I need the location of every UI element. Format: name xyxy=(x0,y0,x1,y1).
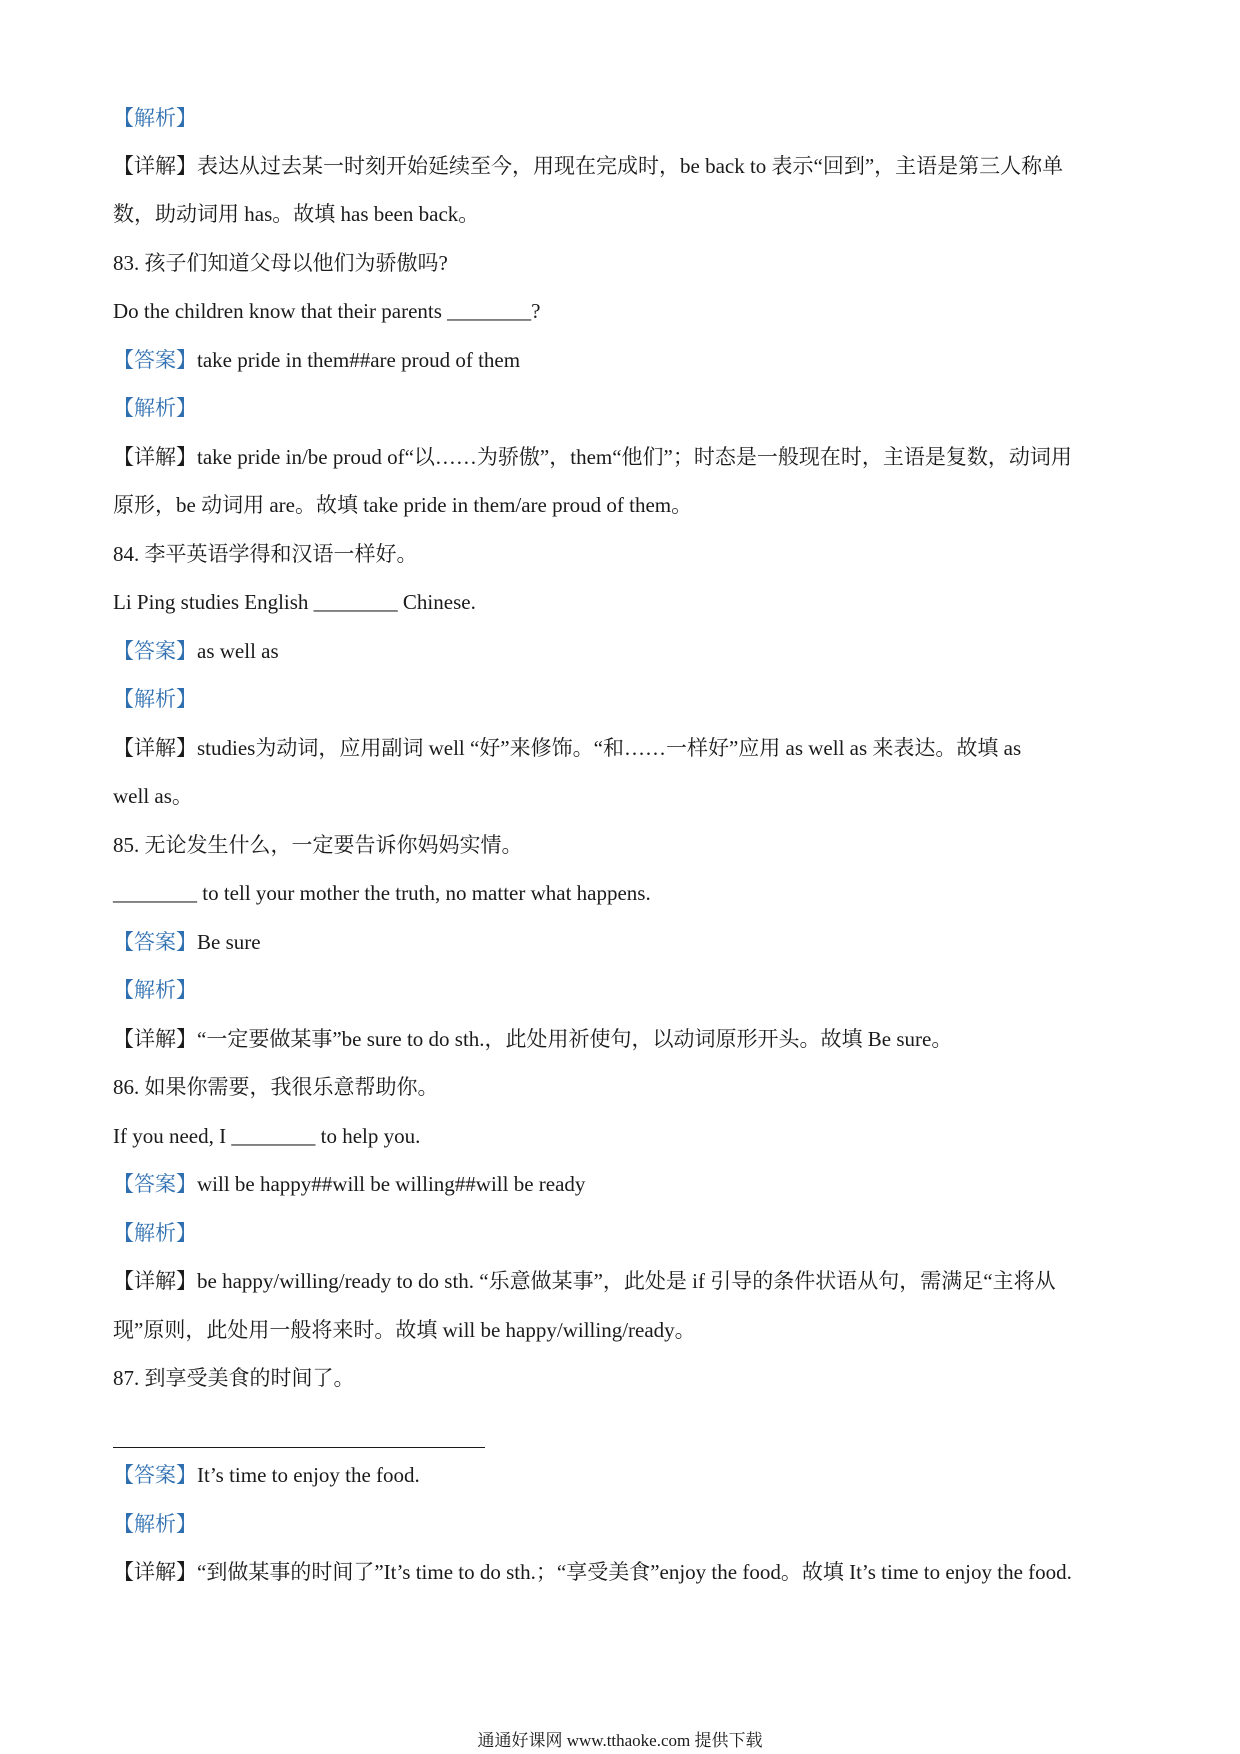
detail-text: take pride in/be proud of“以……为骄傲”，them“他们”；时态是一般现在时，主语是复数，动词用 xyxy=(197,445,1072,469)
page-footer: 通通好课网 www.tthaoke.com 提供下载 xyxy=(477,1731,763,1750)
detail-paragraph-82-line2: 数，助动词用 has。故填 has been back。 xyxy=(113,202,480,226)
question-title-83: 83. 孩子们知道父母以他们为骄傲吗? xyxy=(113,251,448,275)
answer-tag: 【答案】 xyxy=(113,1172,197,1196)
answer-text: It’s time to enjoy the food. xyxy=(197,1463,420,1487)
detail-text: “一定要做某事”be sure to do sth.，此处用祈使句，以动词原形开头。故填 Be sure。 xyxy=(197,1027,953,1051)
answer-text: Be sure xyxy=(197,930,261,954)
analysis-tag: 【解析】 xyxy=(113,978,197,1002)
detail-text: be happy/willing/ready to do sth. “乐意做某事”，此处是 if 引导的条件状语从句，需满足“主将从 xyxy=(197,1269,1056,1293)
question-sentence-85: ________ to tell your mother the truth, no matter what happens. xyxy=(113,881,651,905)
answer-blank-line xyxy=(113,1447,485,1448)
detail-tag: 【详解】 xyxy=(113,445,197,469)
analysis-tag: 【解析】 xyxy=(113,1221,197,1245)
detail-tag: 【详解】 xyxy=(113,154,197,178)
analysis-tag: 【解析】 xyxy=(113,106,197,130)
answer-tag: 【答案】 xyxy=(113,639,197,663)
detail-text: “到做某事的时间了”It’s time to do sth.；“享受美食”enjoy the food。故填 It’s time to enjoy the food. xyxy=(197,1560,1072,1584)
question-sentence-83: Do the children know that their parents ________? xyxy=(113,299,541,323)
question-title-87: 87. 到享受美食的时间了。 xyxy=(113,1366,355,1390)
detail-tag: 【详解】 xyxy=(113,1560,197,1584)
answer-text: take pride in them##are proud of them xyxy=(197,348,521,372)
detail-paragraph-86-line2: 现”原则，此处用一般将来时。故填 will be happy/willing/ready。 xyxy=(113,1318,696,1342)
detail-paragraph-86-line1 xyxy=(113,1267,1133,1295)
analysis-tag: 【解析】 xyxy=(113,396,197,420)
question-title-86: 86. 如果你需要，我很乐意帮助你。 xyxy=(113,1075,439,1099)
detail-paragraph-85-line1 xyxy=(113,1025,1133,1053)
detail-text: studies为动词，应用副词 well “好”来修饰。“和……一样好”应用 as well as 来表达。故填 as xyxy=(197,736,1022,760)
detail-tag: 【详解】 xyxy=(113,736,197,760)
answer-line-85 xyxy=(113,928,1133,956)
detail-paragraph-83-line2: 原形，be 动词用 are。故填 take pride in them/are proud of them。 xyxy=(113,493,693,517)
detail-text: 表达从过去某一时刻开始延续至今，用现在完成时，be back to 表示“回到”，主语是第三人称单 xyxy=(197,154,1064,178)
detail-paragraph-84-line1 xyxy=(113,734,1133,762)
question-sentence-84: Li Ping studies English ________ Chinese. xyxy=(113,590,476,614)
analysis-tag: 【解析】 xyxy=(113,687,197,711)
detail-tag: 【详解】 xyxy=(113,1027,197,1051)
answer-text: as well as xyxy=(197,639,279,663)
answer-line-84 xyxy=(113,637,1133,665)
analysis-tag: 【解析】 xyxy=(113,1512,197,1536)
answer-line-83 xyxy=(113,346,1133,374)
answer-line-86 xyxy=(113,1170,1133,1198)
detail-paragraph-82-line1 xyxy=(113,152,1133,180)
answer-tag: 【答案】 xyxy=(113,930,197,954)
detail-paragraph-84-line2: well as。 xyxy=(113,784,193,808)
detail-tag: 【详解】 xyxy=(113,1269,197,1293)
question-title-85: 85. 无论发生什么，一定要告诉你妈妈实情。 xyxy=(113,833,523,857)
answer-tag: 【答案】 xyxy=(113,1463,197,1487)
answer-text: will be happy##will be willing##will be ready xyxy=(197,1172,586,1196)
answer-tag: 【答案】 xyxy=(113,348,197,372)
detail-paragraph-87-line1 xyxy=(113,1558,1133,1586)
question-title-84: 84. 李平英语学得和汉语一样好。 xyxy=(113,542,418,566)
detail-paragraph-83-line1 xyxy=(113,443,1133,471)
answer-line-87 xyxy=(113,1461,1133,1489)
question-sentence-86: If you need, I ________ to help you. xyxy=(113,1124,421,1148)
